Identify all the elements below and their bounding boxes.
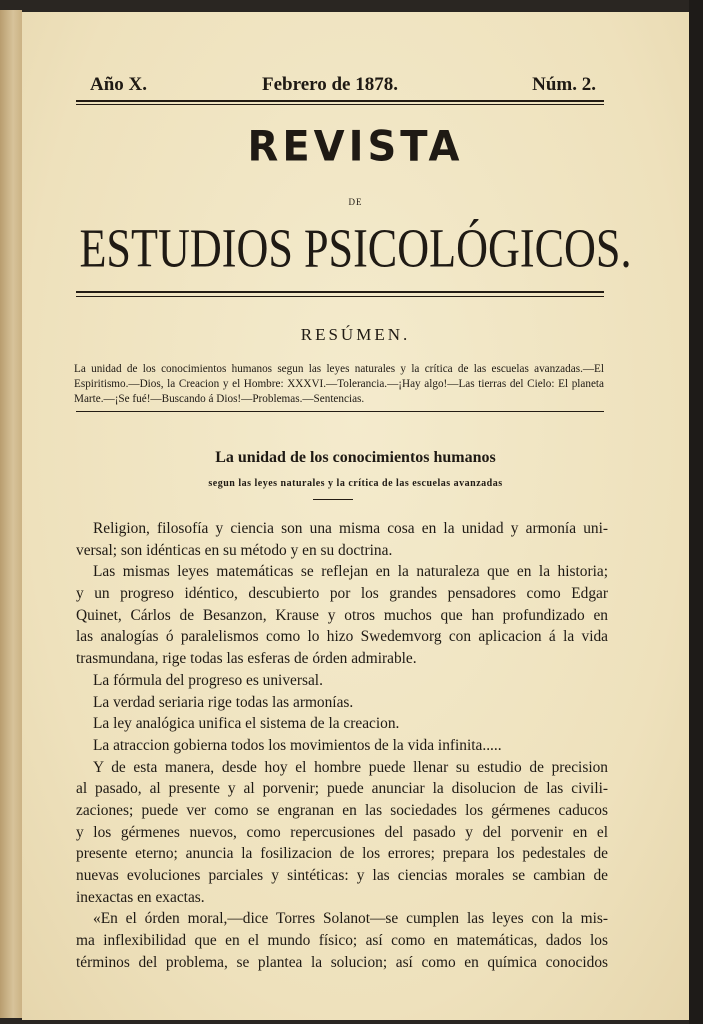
issue-year: Año X. — [90, 74, 148, 95]
page-edge — [689, 0, 703, 1024]
journal-page — [22, 12, 689, 1020]
article-line: términos del problema, se plantea la solucion; así como en química conocidos — [76, 953, 608, 971]
article-line: las analogías ó paralelismos como lo hizo Swedemvorg con aplicacion á la vida — [76, 628, 608, 646]
article-line: nuevas evoluciones parciales y sintéticas: y las ciencias morales se cambian de — [76, 867, 608, 884]
article-line: ma inflexibilidad que en el mundo físico; así como en matemáticas, dados los — [76, 932, 608, 950]
article-subtitle: segun las leyes naturales y la crítica de las escuelas avanzadas — [208, 478, 503, 489]
article-line: La atraccion gobierna todos los movimientos de la vida infinita..... — [93, 736, 502, 754]
issue-number: Núm. 2. — [532, 74, 596, 95]
summary-text: La unidad de los conocimientos humanos segun las leyes naturales y la crítica de las escuelas avanzadas.—El Espiritismo.—Dios, la Creacion y el Hombre: XXXVI.—Tolerancia.—¡Hay algo!—Las tierras del Cielo: El planeta Marte.—¡Se fué!—Buscando á Dios!—Problemas.—Sentencias. — [74, 363, 604, 405]
article-line: zaciones; puede ver como se engranan en las sociedades los gérmenes caducos — [76, 801, 608, 819]
masthead-title-top: REVISTA — [247, 122, 464, 172]
summary-rule — [76, 411, 604, 412]
article-line: La verdad seriaria rige todas las armonías. — [93, 693, 354, 711]
issue-header — [84, 74, 604, 100]
article-line: La fórmula del progreso es universal. — [93, 671, 323, 689]
article-line: y un progreso idéntico, descubierto por los grandes pensadores como Edgar — [76, 585, 608, 603]
article-line: y los gérmenes nuevos, como repercusiones del pasado y del porvenir en el — [76, 823, 608, 841]
article-line: Religion, filosofía y ciencia son una misma cosa en la unidad y armonía uni- — [93, 520, 608, 537]
summary-heading: RESÚMEN. — [300, 325, 411, 344]
article-divider — [313, 499, 353, 500]
article-title: La unidad de los conocimientos humanos — [215, 449, 496, 466]
book-spine — [0, 10, 22, 1018]
article-line: La ley analógica unifica el sistema de la creacion. — [93, 715, 400, 733]
article-line: Quinet, Cárlos de Besanzon, Krause y otros muchos que han profundizado en — [76, 606, 608, 624]
article-line: al pasado, al presente y al porvenir; puede anunciar la disolucion de las civili- — [76, 780, 608, 798]
masthead-rule-thick — [76, 291, 604, 293]
header-rule-thin — [76, 104, 604, 105]
article-body — [76, 518, 608, 973]
article-line: trasmundana, rige todas las esferas de órden admirable. — [76, 650, 417, 668]
masthead-title-de: DE — [348, 197, 363, 207]
article-line: «En el órden moral,—dice Torres Solanot—se cumplen las leyes con la mis- — [93, 910, 608, 928]
header-rule-thick — [76, 100, 604, 102]
masthead-rule-thin — [76, 296, 604, 297]
article-line: inexactas en exactas. — [76, 888, 205, 906]
masthead-title-main: ESTUDIOS PSICOLÓGICOS. — [79, 218, 632, 280]
article-line: presente eterno; anuncia la fosilizacion de los errores; prepara los pedestales de — [76, 845, 608, 863]
article-line: versal; son idénticas en su método y en su doctrina. — [76, 541, 393, 559]
issue-date: Febrero de 1878. — [262, 74, 398, 95]
article-line: Y de esta manera, desde hoy el hombre puede llenar su estudio de precision — [93, 758, 608, 776]
article-line: Las mismas leyes matemáticas se reflejan en la naturaleza que en la historia; — [93, 563, 608, 581]
